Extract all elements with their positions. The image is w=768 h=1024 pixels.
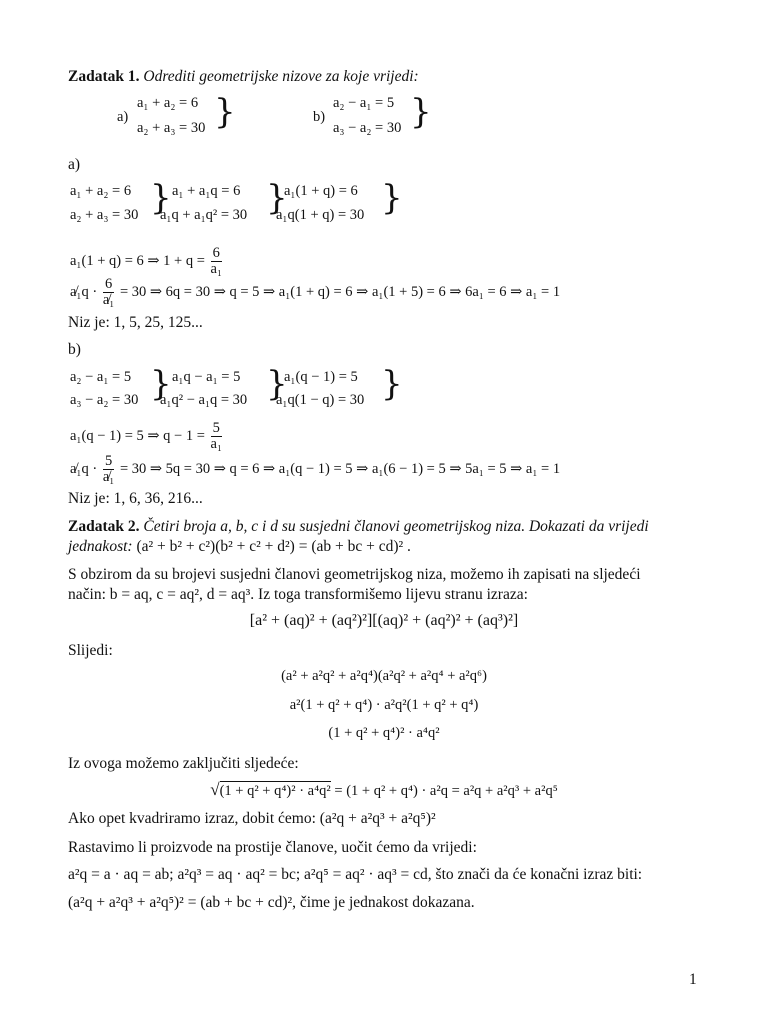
equation-root (0, 780, 768, 800)
solution-b-sys1-eq1: a₂ − a₁ = 5 (70, 369, 132, 385)
solution-b-sys2-eq2: a₁q² − a₁q = 30 (160, 392, 248, 408)
solution-b-sys3-eq2: a₁q(1 − q) = 30 (276, 392, 365, 408)
paragraph-line1: S obzirom da su brojevi susjedni članovi geometrijskog niza, možemo ih zapisati na sljedeći (68, 566, 641, 583)
task2-heading (68, 518, 649, 536)
equation-expanded: (a² + a²q² + a²q⁴)(a²q² + a²q⁴ + a²q⁶) (281, 668, 487, 684)
solution-b-step2-rhs: = 30 ⇒ 5q = 30 ⇒ q = 6 ⇒ a₁(q − 1) = 5 ⇒ a₁(6 − 1) = 5 ⇒ 5a₁ = 5 ⇒ a₁ = 1 (119, 460, 561, 477)
solution-a-sys1-eq1: a₁ + a₂ = 6 (70, 183, 132, 199)
sqrt-symbol: √ (210, 780, 220, 799)
root-result: = (1 + q² + q⁴) · a²q = a²q + a²q³ + a²q⁵ (334, 783, 558, 799)
paragraph-decompose: Rastavimo li proizvode na prostije članove, uočit ćemo da vrijedi: (68, 839, 477, 856)
paragraph-text: , čime je jednakost dokazana. (292, 894, 475, 911)
paragraph-final (68, 894, 475, 912)
equation-factored: a²(1 + q² + q⁴) · a²q²(1 + q² + q⁴) (289, 697, 479, 713)
system-b-eq1: a₂ − a₁ = 5 (333, 95, 395, 111)
paragraph-representation (68, 565, 700, 605)
task2-identity: (a² + b² + c²)(b² + c² + d²) = (ab + bc + cd)² . (136, 538, 411, 555)
paragraph-square (68, 810, 436, 828)
solution-b-step2 (70, 454, 560, 485)
paragraph-text: način: (68, 586, 106, 603)
fraction-denominator: a₁ (210, 261, 223, 277)
solution-b-result: Niz je: 1, 6, 36, 216... (68, 490, 203, 507)
final-identity: (a²q + a²q³ + a²q⁵)² = (ab + bc + cd)² (68, 894, 293, 911)
system-a-eq2: a₂ + a₃ = 30 (137, 120, 206, 136)
paragraph-line2 (68, 585, 700, 605)
fraction-numerator: 6 (103, 277, 115, 293)
solution-a-sys3-eq1: a₁(1 + q) = 6 (284, 183, 358, 199)
squared-expression: (a²q + a²q³ + a²q⁵)² (319, 810, 436, 827)
system-b-eq2: a₃ − a₂ = 30 (333, 120, 402, 136)
task1-statement: Odrediti geometrijske nizove za koje vrijedi: (143, 68, 419, 85)
radicand: (1 + q² + q⁴)² · a⁴q² (219, 783, 331, 799)
solution-a-sys2-eq2: a₁q + a₁q² = 30 (160, 207, 248, 223)
solution-a-step1 (70, 246, 224, 277)
fraction-numerator: 5 (211, 421, 223, 437)
page-number: 1 (689, 971, 697, 988)
solution-b-step1 (70, 421, 224, 452)
label-slijedi: Slijedi: (68, 642, 113, 659)
solution-a-label: a) (68, 156, 81, 173)
fraction-denominator: a̸₁ (102, 469, 115, 485)
solution-a-brace1: } (150, 178, 172, 218)
solution-a-result: Niz je: 1, 5, 25, 125... (68, 314, 203, 331)
solution-a-sys1-eq2: a₂ + a₃ = 30 (70, 207, 139, 223)
solution-a-step1-fraction (211, 246, 223, 277)
solution-b-sys2-eq1: a₁q − a₁ = 5 (172, 369, 241, 385)
task1-title: Zadatak 1. (68, 68, 140, 85)
solution-b-step1-text: a₁(q − 1) = 5 ⇒ q − 1 = (70, 427, 205, 444)
solution-b-step2-fraction (103, 454, 115, 485)
system-a-label: a) (117, 109, 129, 125)
solution-a-sys3-eq2: a₁q(1 + q) = 30 (276, 207, 365, 223)
system-b-brace: } (410, 92, 432, 132)
solution-a-step2 (70, 277, 560, 308)
task2-label-jednakost: jednakost: (68, 538, 133, 555)
task1-heading (68, 68, 419, 86)
paragraph-text: Ako opet kvadriramo izraz, dobit ćemo: (68, 810, 316, 827)
fraction-numerator: 6 (211, 246, 223, 262)
solution-a-step1-text: a₁(1 + q) = 6 ⇒ 1 + q = (70, 252, 205, 269)
task2-statement-line2 (68, 538, 411, 556)
equation-simplified: (1 + q² + q⁴)² · a⁴q² (328, 725, 440, 741)
fraction-numerator: 5 (103, 454, 115, 470)
solution-a-brace2: } (266, 178, 288, 218)
solution-a-sys2-eq1: a₁ + a₁q = 6 (172, 183, 241, 199)
fraction-denominator: a₁ (210, 436, 223, 452)
solution-b-step2-lhs: a̸₁q · (70, 460, 98, 477)
substitution-formula: b = aq, c = aq², d = aq³ (109, 586, 251, 603)
equation-brackets: [a² + (aq)² + (aq²)²][(aq)² + (aq²)² + (aq³)²] (249, 612, 519, 629)
solution-b-brace1: } (150, 364, 172, 404)
paragraph-products (68, 866, 642, 884)
solution-b-label: b) (68, 341, 81, 358)
solution-b-step1-fraction (211, 421, 223, 452)
paragraph-text: , što znači da će konačni izraz biti: (427, 866, 643, 883)
solution-b-sys1-eq2: a₃ − a₂ = 30 (70, 392, 139, 408)
fraction-denominator: a̸₁ (102, 292, 115, 308)
solution-a-brace3: } (381, 178, 403, 218)
solution-a-step2-lhs: a̸₁q · (70, 283, 98, 300)
task2-statement-line1: Četiri broja a, b, c i d su susjedni članovi geometrijskog niza. Dokazati da vrijedi (143, 518, 649, 535)
system-b-label: b) (313, 109, 326, 125)
system-a-brace: } (214, 92, 236, 132)
solution-b-sys3-eq1: a₁(q − 1) = 5 (284, 369, 358, 385)
solution-b-brace3: } (381, 364, 403, 404)
solution-a-step2-rhs: = 30 ⇒ 6q = 30 ⇒ q = 5 ⇒ a₁(1 + q) = 6 ⇒ a₁(1 + 5) = 6 ⇒ 6a₁ = 6 ⇒ a₁ = 1 (119, 283, 561, 300)
solution-a-step2-fraction (103, 277, 115, 308)
system-a-eq1: a₁ + a₂ = 6 (137, 95, 199, 111)
products-formula: a²q = a · aq = ab; a²q³ = aq · aq² = bc; a²q⁵ = aq² · aq³ = cd (68, 866, 428, 883)
task2-title: Zadatak 2. (68, 518, 140, 535)
solution-b-brace2: } (266, 364, 288, 404)
paragraph-text: . Iz toga transformišemo lijevu stranu izraza: (250, 586, 528, 603)
paragraph-conclusion: Iz ovoga možemo zaključiti sljedeće: (68, 755, 299, 772)
